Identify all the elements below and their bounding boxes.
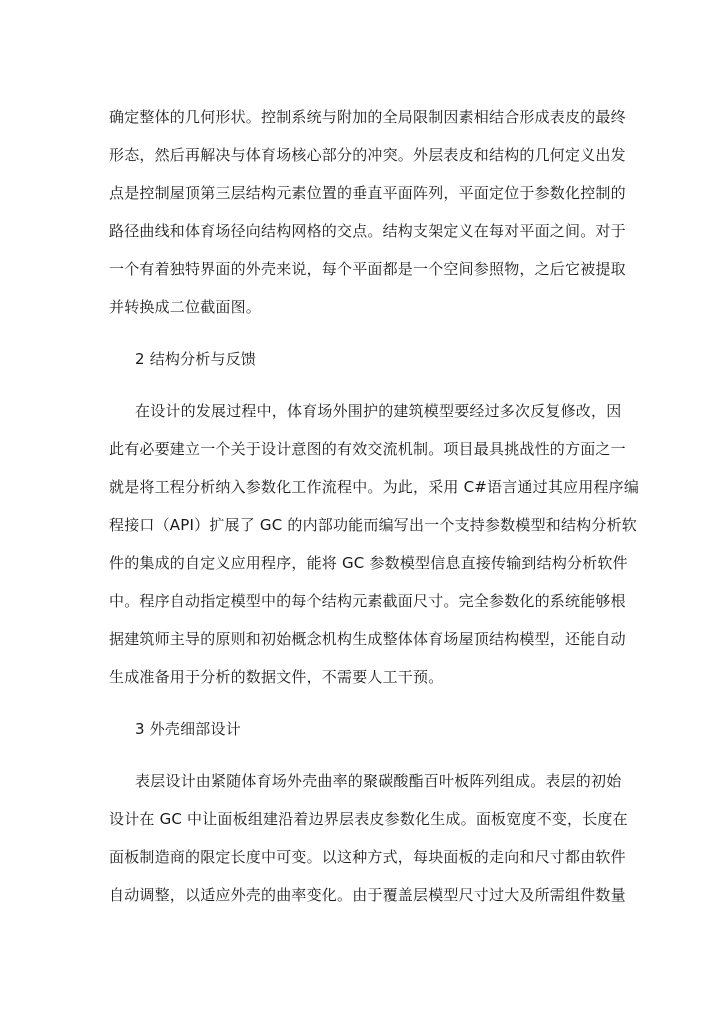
paragraph-line: 路径曲线和体育场径向结构网格的交点。结构支架定义在每对平面之间。对于 bbox=[109, 222, 626, 240]
paragraph-line: 表层设计由紧随体育场外壳曲率的聚碳酸酯百叶板阵列组成。表层的初始 bbox=[135, 772, 622, 790]
section-heading: 3 外壳细部设计 bbox=[135, 720, 241, 738]
paragraph-line: 据建筑师主导的原则和初始概念机构生成整体体育场屋顶结构模型，还能自动 bbox=[109, 630, 626, 648]
paragraph-line: 件的集成的自定义应用程序，能将 GC 参数模型信息直接传输到结构分析软件 bbox=[109, 554, 628, 572]
paragraph-line: 此有必要建立一个关于设计意图的有效交流机制。项目最具挑战性的方面之一 bbox=[109, 440, 626, 458]
paragraph-line: 自动调整，以适应外壳的曲率变化。由于覆盖层模型尺寸过大及所需组件数量 bbox=[109, 886, 626, 904]
paragraph-line: 面板制造商的限定长度中可变。以这种方式，每块面板的走向和尺寸都由软件 bbox=[109, 848, 626, 866]
paragraph-line: 程接口（API）扩展了 GC 的内部功能而编写出一个支持参数模型和结构分析软 bbox=[109, 516, 637, 534]
paragraph-line: 形态，然后再解决与体育场核心部分的冲突。外层表皮和结构的几何定义出发 bbox=[109, 146, 626, 164]
paragraph-line: 并转换成二位截面图。 bbox=[109, 298, 262, 316]
paragraph-line: 中。程序自动指定模型中的每个结构元素截面尺寸。完全参数化的系统能够根 bbox=[109, 592, 626, 610]
paragraph-line: 就是将工程分析纳入参数化工作流程中。为此，采用 C#语言通过其应用程序编 bbox=[109, 478, 640, 496]
paragraph-line: 点是控制屋顶第三层结构元素位置的垂直平面阵列，平面定位于参数化控制的 bbox=[109, 184, 626, 202]
section-heading: 2 结构分析与反馈 bbox=[135, 350, 257, 368]
paragraph-line: 一个有着独特界面的外壳来说，每个平面都是一个空间参照物，之后它被提取 bbox=[109, 260, 626, 278]
paragraph-line: 确定整体的几何形状。控制系统与附加的全局限制因素相结合形成表皮的最终 bbox=[109, 108, 626, 126]
paragraph-line: 在设计的发展过程中，体育场外围护的建筑模型要经过多次反复修改，因 bbox=[135, 402, 622, 420]
paragraph-line: 生成准备用于分析的数据文件，不需要人工干预。 bbox=[109, 668, 444, 686]
paragraph-line: 设计在 GC 中让面板组建沿着边界层表皮参数化生成。面板宽度不变，长度在 bbox=[109, 810, 628, 828]
